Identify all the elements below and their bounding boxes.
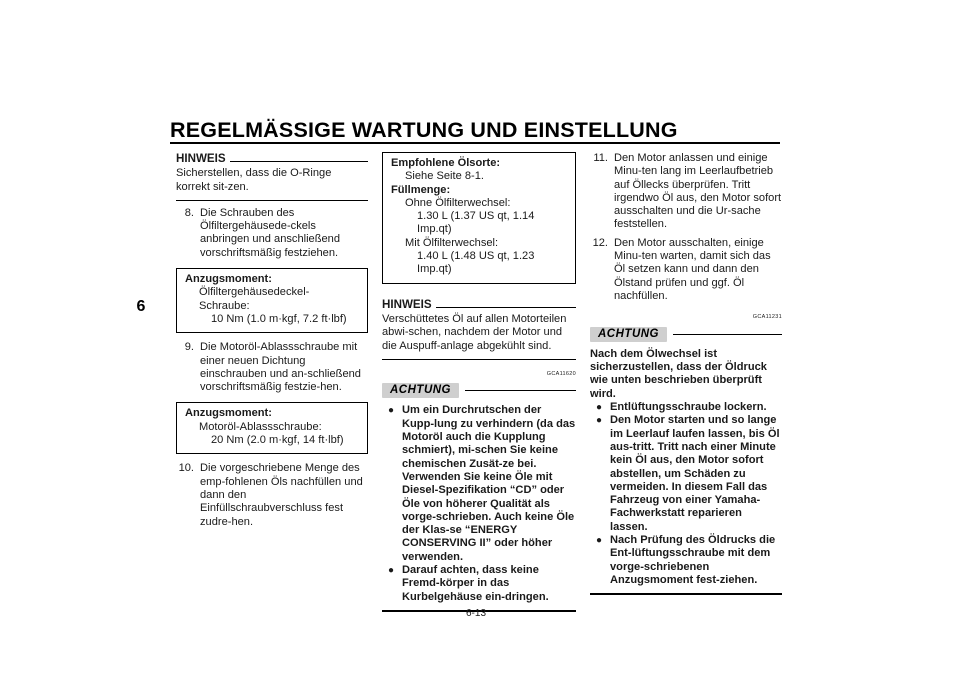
page-number: 6-13 — [466, 608, 487, 619]
page-title: REGELMÄSSIGE WARTUNG UND EINSTELLUNG — [170, 118, 678, 142]
bullet-icon: ● — [596, 415, 603, 427]
caution-end-rule-2 — [590, 593, 782, 595]
caution-bullet: ● Entlüftungsschraube lockern. — [596, 401, 767, 414]
column-3 — [590, 152, 782, 595]
caution-header — [382, 383, 576, 398]
step-10: 10. Die vorgeschriebene Menge des emp-fohlenen Öls nachfüllen und dann den Einfüllschraubverschluss fest zudre-hen. — [178, 462, 363, 528]
chapter-tab: 6 — [136, 298, 146, 315]
note-heading: HINWEIS — [176, 152, 368, 165]
torque-spec-filter-cover: Anzugsmoment: Ölfiltergehäusedeckel-Schraube: 10 Nm (1.0 m·kgf, 7.2 ft·lbf) — [176, 268, 368, 333]
caution-badge: ACHTUNG — [382, 383, 459, 398]
note-heading-2: HINWEIS — [382, 298, 576, 311]
step-8: 8. Die Schrauben des Ölfiltergehäusede-ckels anbringen und anschließend vorschriftsmäßig festziehen. — [184, 206, 341, 259]
caution-bullet: ● Um ein Durchrutschen der Kupp-lung zu verhindern (da das Motoröl auch die Kupplung schmiert), mi-schen Sie keine chemischen Zusät-ze bei. Verwenden Sie keine Öle mit Diesel-Spezifikation “CD” oder Öle von höherer Qualität als vorge-schrieben. Auch keine Öle der Klas-se “ENERGY CONSERVING II” oder höher verwenden. — [388, 404, 576, 563]
step-11: 11. Den Motor anlassen und einige Minu-ten lang im Leerlaufbetrieb auf Öllecks überprüfen. Tritt irgendwo Öl aus, den Motor sofort ausschalten und die Ur-sache feststellen. — [593, 152, 782, 231]
note-text-2: Verschüttetes Öl auf allen Motorteilen abwi-schen, nachdem der Motor und die Auspuff-anlage abgekühlt sind. — [382, 312, 567, 352]
note-text: Sicherstellen, dass die O-Ringe korrekt sit-zen. — [176, 167, 332, 193]
caution-bullet: ● Den Motor starten und so lange im Leerlauf laufen lassen, bis Öl aus-tritt. Tritt nach einer Minute kein Öl aus, den Motor sofort abstellen, um Schäden zu vermeiden. In diesem Fall das Fahrzeug von einer Yamaha-Fachwerkstatt reparieren lassen. — [596, 414, 780, 533]
bullet-icon: ● — [388, 565, 395, 577]
bullet-icon: ● — [596, 535, 603, 547]
column-1 — [176, 152, 368, 534]
bullet-icon: ● — [596, 402, 603, 414]
caution-bullet: ● Darauf achten, dass keine Fremd-körper in das Kurbelgehäuse ein-dringen. — [388, 564, 549, 603]
caution-header-2 — [590, 327, 782, 342]
torque-spec-drain-bolt: Anzugsmoment: Motoröl-Ablassschraube: 20 Nm (2.0 m·kgf, 14 ft·lbf) — [176, 402, 368, 454]
caution-code-2: GCA11231 — [752, 314, 782, 321]
note-end-rule-2 — [382, 359, 576, 360]
caution-bullet: ● Nach Prüfung des Öldrucks die Ent-lüftungsschraube mit dem vorge-schriebenen Anzugsmoment fest-ziehen. — [596, 534, 776, 586]
note-end-rule — [176, 200, 368, 201]
caution-code: GCA11620 — [546, 370, 576, 377]
step-12: 12. Den Motor ausschalten, einige Minu-ten warten, damit sich das Öl setzen kann und dann den Ölstand prüfen und ggf. Öl nachfüllen. — [592, 236, 771, 302]
caution-body-2 — [590, 348, 782, 587]
caution-badge-2: ACHTUNG — [590, 327, 667, 342]
bullet-icon: ● — [388, 405, 395, 417]
oil-spec-box: Empfohlene Ölsorte: Siehe Seite 8-1. Füllmenge: Ohne Ölfilterwechsel: 1.30 L (1.37 US qt, 1.14 Imp.qt) Mit Ölfilterwechsel: 1.40 L (1.48 US qt, 1.23 Imp.qt) — [382, 152, 576, 284]
caution-body — [382, 404, 576, 603]
title-rule — [170, 142, 780, 144]
step-9: 9. Die Motoröl-Ablassschraube mit einer neuen Dichtung einschrauben und an-schließend vorschriftsmäßig festzie-hen. — [184, 341, 361, 394]
column-2 — [382, 152, 576, 612]
caution-intro: Nach dem Ölwechsel ist sicherzustellen, dass der Öldruck wie unten beschrieben überprüft wird. — [590, 347, 767, 400]
